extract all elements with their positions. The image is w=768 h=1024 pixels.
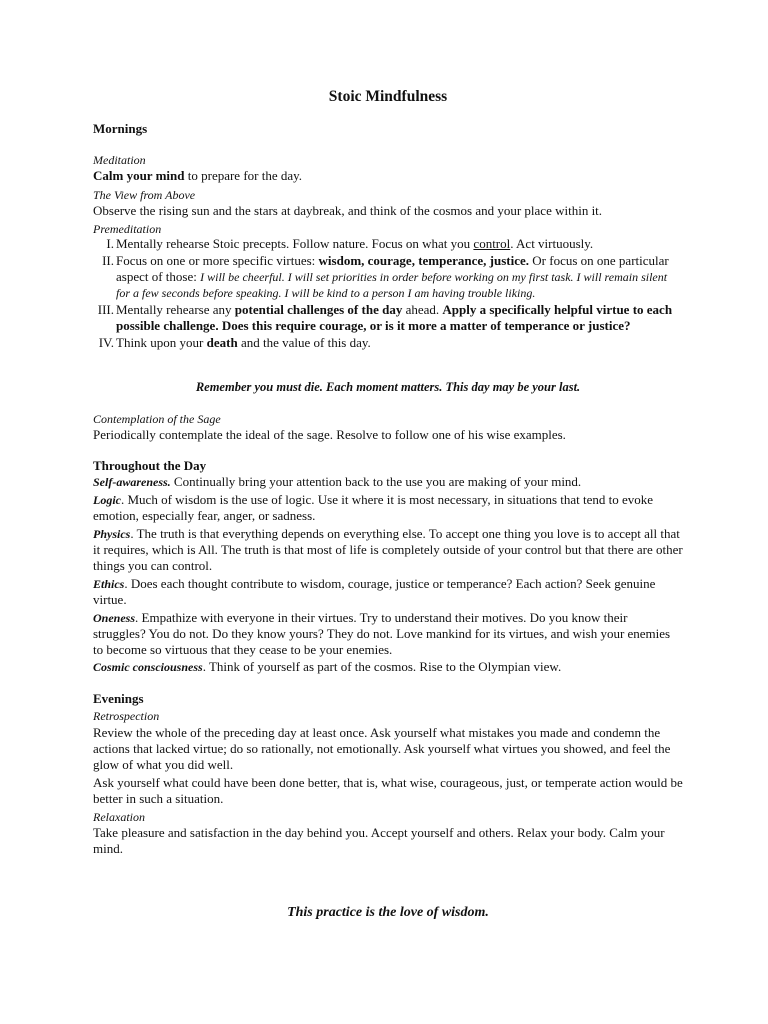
challenges-bold: potential challenges of the day xyxy=(234,302,403,317)
practice-text: . Empathize with everyone in their virtues. Try to understand their motives. Do you know their struggles? You do not. Do they know yours? They do not. Love mankind for its virtues, and wish your enemies to become so virtuous that they cease to be your enemies. xyxy=(93,610,671,657)
evenings-heading: Evenings xyxy=(93,691,144,706)
page-title: Stoic Mindfulness xyxy=(328,88,448,105)
meditation-label: Meditation xyxy=(93,153,146,167)
item-text-end: and the value of this day. xyxy=(237,335,371,350)
item-number: III. xyxy=(97,302,114,317)
practice-label: Logic xyxy=(93,493,121,507)
item-text-mid: Or focus on one particular aspect of those: xyxy=(116,253,669,284)
meditation-bold: Calm your mind xyxy=(93,168,185,183)
relaxation-label: Relaxation xyxy=(93,810,145,824)
mornings-heading: Mornings xyxy=(93,121,148,136)
view-from-above-label: The View from Above xyxy=(93,188,196,202)
retrospection-paragraph-2: Ask yourself what could have been done better, that is, what wise, courageous, just, or temperate action would be better in such a situation. xyxy=(93,775,683,806)
relaxation-text: Take pleasure and satisfaction in the day behind you. Accept yourself and others. Relax your body. Calm your mind. xyxy=(93,825,665,856)
item-text: Mentally rehearse any xyxy=(116,302,235,317)
contemplation-text: Periodically contemplate the ideal of the sage. Resolve to follow one of his wise examples. xyxy=(93,427,566,442)
item-number: I. xyxy=(106,236,114,251)
practice-cosmic-consciousness xyxy=(93,659,683,675)
premeditation-item-2 xyxy=(93,253,683,301)
premeditation-list xyxy=(93,236,683,351)
view-from-above-text: Observe the rising sun and the stars at daybreak, and think of the cosmos and your place within it. xyxy=(93,203,603,218)
retrospection-text xyxy=(93,725,683,807)
control-underlined: control xyxy=(473,236,511,251)
meditation-rest: to prepare for the day. xyxy=(184,168,303,183)
throughout-list xyxy=(93,474,683,675)
virtues-bold: wisdom, courage, temperance, justice. xyxy=(318,253,530,268)
memento-mori-line: Remember you must die. Each moment matters. This day may be your last. xyxy=(195,380,581,394)
premeditation-item-1 xyxy=(93,236,683,252)
examples-italic: I will be cheerful. I will set priorities in order before working on my first task. I will remain silent for a few seconds before speaking. I will be kind to a person I am having trouble liking. xyxy=(116,270,668,300)
throughout-heading: Throughout the Day xyxy=(93,458,207,473)
item-text-end: . Act virtuously. xyxy=(510,236,594,251)
meditation-text xyxy=(93,168,683,184)
apply-virtue-bold: Apply a specifically helpful virtue to each possible challenge. Does this require courage, or is it more a matter of temperance or justice? xyxy=(116,302,673,333)
practice-self-awareness xyxy=(93,474,683,490)
retrospection-label: Retrospection xyxy=(93,709,160,723)
item-text: Mentally rehearse Stoic precepts. Follow nature. Focus on what you xyxy=(116,236,474,251)
practice-text: . Much of wisdom is the use of logic. Use it where it is most necessary, in situations that tend to evoke emotion, especially fear, anger, or sadness. xyxy=(93,492,654,523)
retrospection-paragraph-1: Review the whole of the preceding day at least once. Ask yourself what mistakes you made and condemn the actions that lacked virtue; do so rationally, not emotionally. Ask yourself what virtues you showed, and feel the glow of what you did well. xyxy=(93,725,671,772)
item-text: Focus on one or more specific virtues: xyxy=(116,253,319,268)
item-text-mid: ahead. xyxy=(402,302,443,317)
practice-text: Continually bring your attention back to the use you are making of your mind. xyxy=(170,474,582,489)
practice-label: Self-awareness. xyxy=(93,475,171,489)
practice-text: . Think of yourself as part of the cosmos. Rise to the Olympian view. xyxy=(202,659,562,674)
item-number: IV. xyxy=(98,335,114,350)
practice-label: Oneness xyxy=(93,611,136,625)
closing-line: This practice is the love of wisdom. xyxy=(287,905,489,920)
practice-label: Ethics xyxy=(93,577,125,591)
premeditation-label: Premeditation xyxy=(93,222,162,236)
practice-text: . Does each thought contribute to wisdom, courage, justice or temperance? Each action? Seek genuine virtue. xyxy=(93,576,656,607)
practice-ethics xyxy=(93,576,683,608)
practice-text: . The truth is that everything depends on everything else. To accept one thing you love is to accept all that it requires, which is All. The truth is that most of life is completely outside of your control but that there are other things you can control. xyxy=(93,526,683,573)
premeditation-item-3 xyxy=(93,302,683,334)
contemplation-label: Contemplation of the Sage xyxy=(93,412,221,426)
item-text: Think upon your xyxy=(116,335,207,350)
death-bold: death xyxy=(206,335,238,350)
premeditation-item-4 xyxy=(93,335,683,351)
practice-label: Cosmic consciousness xyxy=(93,660,203,674)
practice-oneness xyxy=(93,610,683,658)
practice-logic xyxy=(93,492,683,524)
item-number: II. xyxy=(102,253,114,268)
practice-physics xyxy=(93,526,683,574)
practice-label: Physics xyxy=(93,527,131,541)
